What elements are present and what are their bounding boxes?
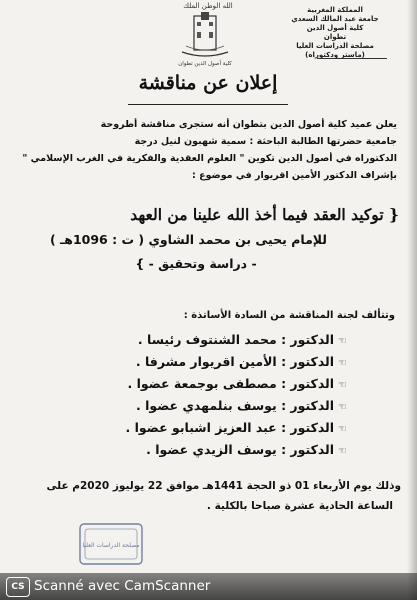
committee-heading: وتتألف لجنة المناقشة من السادة الأساتذة : [183,310,395,321]
paragraph-line-4: بإشراف الدكتور الأمين اقريوار في موضوع : [191,170,397,181]
thesis-title: { توكيد العقد فيما أخذ الله علينا من العهد [130,205,399,224]
announcement-title: إعلان عن مناقشة [138,72,278,94]
bullet-icon: ☜ [338,424,347,435]
institution-line-faculty: كلية أصول الدين [306,24,364,32]
institution-line-university: جامعة عبد المالك السعدي [291,15,379,23]
committee-member [47,398,347,413]
committee-member [47,332,347,347]
bullet-icon: ☜ [338,358,347,369]
title-underline [128,104,288,105]
institution-line-office: مصلحة الدراسات العليا [296,42,374,50]
committee-member-text: الدكتور : يوسف بنلمهدي عضوا . [136,398,335,413]
committee-member [47,442,347,457]
thesis-study-type: - دراسة وتحقيق - } [135,256,257,271]
committee-member-text: الدكتور : الأمين اقريوار مشرفا . [135,354,335,369]
committee-member-text: الدكتور : يوسف الزيدي عضوا . [146,442,335,457]
institution-line-programs: (ماستر ودكتوراه) [305,51,365,59]
thesis-author-line: للإمام يحيى بن محمد الشاوي ( ت : 1096هـ ) [49,232,327,247]
institution-line-city: تطوان [323,33,347,41]
committee-member-text: الدكتور : مصطفى بوجمعة عضوا . [127,376,335,391]
institution-underline [317,58,387,61]
defense-date-line: وذلك يوم الأربعاء 01 ذو الحجة 1441هـ موافق 22 يوليوز 2020م على [46,480,401,492]
committee-member [47,420,347,435]
paragraph-line-2: جامعية حضرتها الطالبة الباحثة : سمية شهبون لنيل درجة [134,136,397,147]
institution-line-kingdom: المملكة المغربية [307,6,363,14]
bullet-icon: ☜ [338,336,347,347]
committee-member [47,354,347,369]
logo-caption: كلية أصول الدين تطوان [178,61,232,67]
bullet-icon: ☜ [338,402,347,413]
defense-time-line: الساعة الحادية عشرة صباحا بالكلية . [206,500,393,512]
bullet-icon: ☜ [338,380,347,391]
paragraph-line-3: الدكتوراه في أصول الدين تكوين " العلوم العقدية والفكرية في الغرب الإسلامي " [22,153,397,164]
page-edge-shadow [407,0,417,600]
stamp-text: مصلحة الدراسات العليا [82,542,140,549]
committee-member-text: الدكتور : عبد العزيز اشبابو عضوا . [125,420,335,435]
motto: الله الوطن الملك [183,2,233,10]
committee-member [47,376,347,391]
institution-header [275,6,395,60]
camscanner-watermark-text: Scanné avec CamScanner [34,578,211,594]
university-logo [176,10,234,68]
camscanner-logo-icon: CS [6,577,30,597]
committee-member-text: الدكتور : محمد الشنتوف رئيسا . [137,332,335,347]
official-stamp [76,520,146,568]
bullet-icon: ☜ [338,446,347,457]
paragraph-line-1: يعلن عميد كلية أصول الدين بتطوان أنه ستجرى مناقشة أطروحة [100,119,397,130]
